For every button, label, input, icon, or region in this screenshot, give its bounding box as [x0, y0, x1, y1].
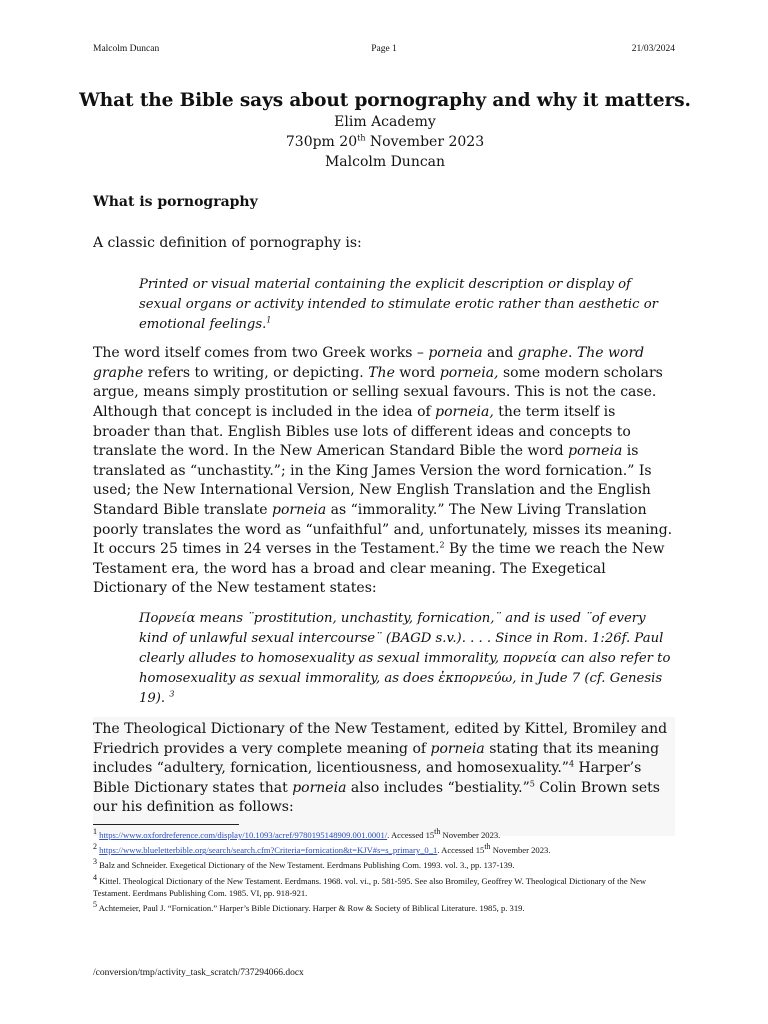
footnote-2: $^2$ https://www.blueletterbible.org/search/search.cfm?Criteria=fornication&t=KJV#s=s_primary_0_1. Accessed 15th November 2023.: [93, 842, 551, 856]
definition-quote: Printed or visual material containing the explicit description or display of sexual organs or activity intended to stimulate erotic rather than aesthetic or emotional feelings.$^1$: [139, 277, 658, 333]
body-content: [93, 193, 675, 836]
footnote-2-link[interactable]: https://www.blueletterbible.org/search/search.cfm?Criteria=fornication&t=KJV#s=s_primary_0_1: [99, 845, 438, 856]
header-page-number: Page 1: [371, 44, 397, 54]
header-date: 21/03/2024: [631, 44, 675, 54]
page-header: [93, 44, 675, 58]
title-block: [60, 90, 710, 172]
footnote-1: $^1$ https://www.oxfordreference.com/display/10.1093/acref/9780195148909.001.0001/. Accessed 15th November 2023.: [93, 827, 501, 840]
footnote-separator: [93, 824, 239, 825]
speaker-name: Malcolm Duncan: [324, 154, 446, 170]
section-heading: What is pornography: [93, 194, 258, 210]
footnotes: [93, 829, 668, 917]
footnote-1-link[interactable]: https://www.oxfordreference.com/display/10.1093/acref/9780195148909.001.0001/: [99, 830, 388, 840]
intro-text: A classic definition of pornography is:: [93, 234, 362, 251]
footnote-3: $^3$ Balz and Schneider. Exegetical Dictionary of the New Testament. Eerdmans Publishing Com. 1993. vol. 3., pp. 137-139.: [93, 857, 515, 871]
footnote-5: $^5$ Achtemeier, Paul J. “Fornication.” Harper’s Bible Dictionary. Harper & Row & Society of Biblical Literature. 1985, p. 319.: [93, 900, 525, 914]
footnote-4: $^4$ Kittel. Theological Dictionary of the New Testament. Eerdmans. 1968. vol. vi., p. 581-595. See also Bromiley, Geoffrey W. Theological Dictionary of the New Testament. Eerdmans Publishing Com. 1985. VI, pp. 918-921.: [93, 872, 647, 898]
paragraph-theological-dictionary: The Theological Dictionary of the New Testament, edited by Kittel, Bromiley and Friedrich provides a very complete meaning of porneia stating that its meaning includes “adultery, fornication, licentiousness, and homosexuality.”$^4$ Harper’s Bible Dictionary states that porneia also includes “bestiality.”$^5$ Colin Brown sets our his definition as follows:: [93, 720, 668, 816]
footnote-ref-3: 3: [169, 689, 175, 699]
venue: Elim Academy: [334, 114, 436, 130]
event-date: 730pm 20th November 2023: [285, 133, 485, 150]
exegetical-quote: Πορνεία means ¨prostitution, unchastity, fornication,¨ and is used ¨of every kind of unlawful sexual intercourse¨ (BAGD s.v.). . . . Since in Rom. 1:26f. Paul clearly alludes to homosexuality as sexual immorality, πορνεία can also refer to homosexuality as sexual immorality, as does ἐκπορνεύω, in Jude 7 (cf. Genesis 19). $^3$: [139, 610, 671, 706]
footnote-ref-1: 1: [266, 315, 272, 325]
paragraph-greek-word: The word itself comes from two Greek works – porneia and graphe. The word graphe refers to writing, or depicting. The word porneia, some modern scholars argue, means simply prostitution or selling sexual favours. This is not the case. Although that concept is included in the idea of porneia, the term itself is broader than that. English Bibles use lots of different ideas and concepts to translate the word. In the New American Standard Bible the word porneia is translated as “unchastity.”; in the King James Version the word fornication.” Is used; the New International Version, New English Translation and the English Standard Bible translate porneia as “immorality.” The New Living Translation poorly translates the word as “unfaithful” and, unfortunately, misses its meaning. It occurs 25 times in 24 verses in the Testament.$^2$ By the time we reach the New Testament era, the word has a broad and clear meaning. The Exegetical Dictionary of the New testament states:: [93, 345, 673, 597]
footnote-ref-5: 5: [529, 779, 535, 789]
page-footer-path: /conversion/tmp/activity_task_scratch/737294066.docx: [93, 968, 304, 978]
footnote-ref-4: 4: [568, 759, 575, 769]
shaded-paragraph-block: [93, 717, 675, 836]
header-author: Malcolm Duncan: [93, 44, 160, 54]
document-title: What the Bible says about pornography and why it matters.: [79, 90, 691, 111]
footnote-ref-2: 2: [439, 540, 445, 550]
